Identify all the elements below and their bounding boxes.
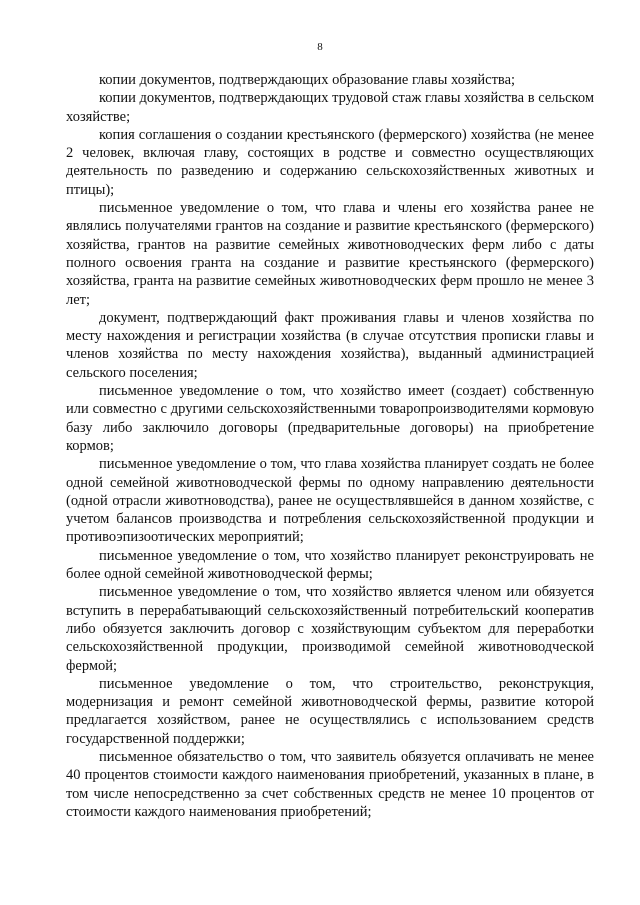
paragraph-no-previous-grants: письменное уведомление о том, что глава и члены его хозяйства ранее не являлись получателями грантов на создание и развитие крестьянского (фермерского) хозяйства, грантов на развитие семейных животноводческих ферм либо с даты полного освоения гранта на создание и развитие крестьянского (фермерского) хозяйства, гранта на развитие семейных животноводческих ферм прошло не менее 3 лет; xyxy=(66,200,594,308)
paragraph-payment-obligation: письменное обязательство о том, что заявитель обязуется оплачивать не менее 40 процентов стоимости каждого наименования приобретений, указанных в плане, в том числе непосредственно за счет собственных средств не менее 10 процентов от стоимости каждого наименования приобретений; xyxy=(66,748,594,820)
paragraph-residence-proof: документ, подтверждающий факт проживания главы и членов хозяйства по месту нахождения и регистрации хозяйства (в случае отсутствия прописки главы и членов хозяйства по месту нахождения хозяйства), выданный администрацией сельского поселения; xyxy=(66,309,594,381)
page-number: 8 xyxy=(317,41,323,53)
paragraph-one-farm-plan: письменное уведомление о том, что глава хозяйства планирует создать не более одной семейной животноводческой фермы по одному направлению деятельности (одной отрасли животноводства), ранее не осуществлявшейся в данном хозяйстве, с учетом балансов производства и потребления сельскохозяйственной продукции и противоэпизоотических мероприятий; xyxy=(66,456,594,546)
paragraph-cooperative-membership: письменное уведомление о том, что хозяйство является членом или обязуется вступить в перерабатывающий сельскохозяйственный потребительский кооператив либо обязуется заключить договор с хозяйствующим субъектом для переработки сельскохозяйственной продукции, производимой семейной животноводческой фермой; xyxy=(66,584,594,674)
paragraph-feed-base: письменное уведомление о том, что хозяйство имеет (создает) собственную или совместно с другими сельскохозяйственными товаропроизводителями кормовую базу либо заключило договоры (предварительные договоры) на приобретение кормов; xyxy=(66,383,594,454)
paragraph-reconstruction-plan: письменное уведомление о том, что хозяйство планирует реконструировать не более одной семейной животноводческой фермы; xyxy=(66,547,594,583)
paragraph-work-experience-docs: копии документов, подтверждающих трудовой стаж главы хозяйства в сельском хозяйстве; xyxy=(66,90,594,125)
document-body xyxy=(66,71,594,821)
paragraph-no-state-support: письменное уведомление о том, что строительство, реконструкция, модернизация и ремонт семейной животноводческой фермы, развитие которой предлагается хозяйством, ранее не осуществлялись с использованием средств государственной поддержки; xyxy=(66,675,594,747)
paragraph-farm-agreement: копия соглашения о создании крестьянского (фермерского) хозяйства (не менее 2 человек, включая главу, состоящих в родстве и совместно осуществляющих деятельность по разведению и содержанию сельскохозяйственных животных и птицы); xyxy=(66,126,594,198)
paragraph-education-docs: копии документов, подтверждающих образование главы хозяйства; xyxy=(99,72,516,88)
